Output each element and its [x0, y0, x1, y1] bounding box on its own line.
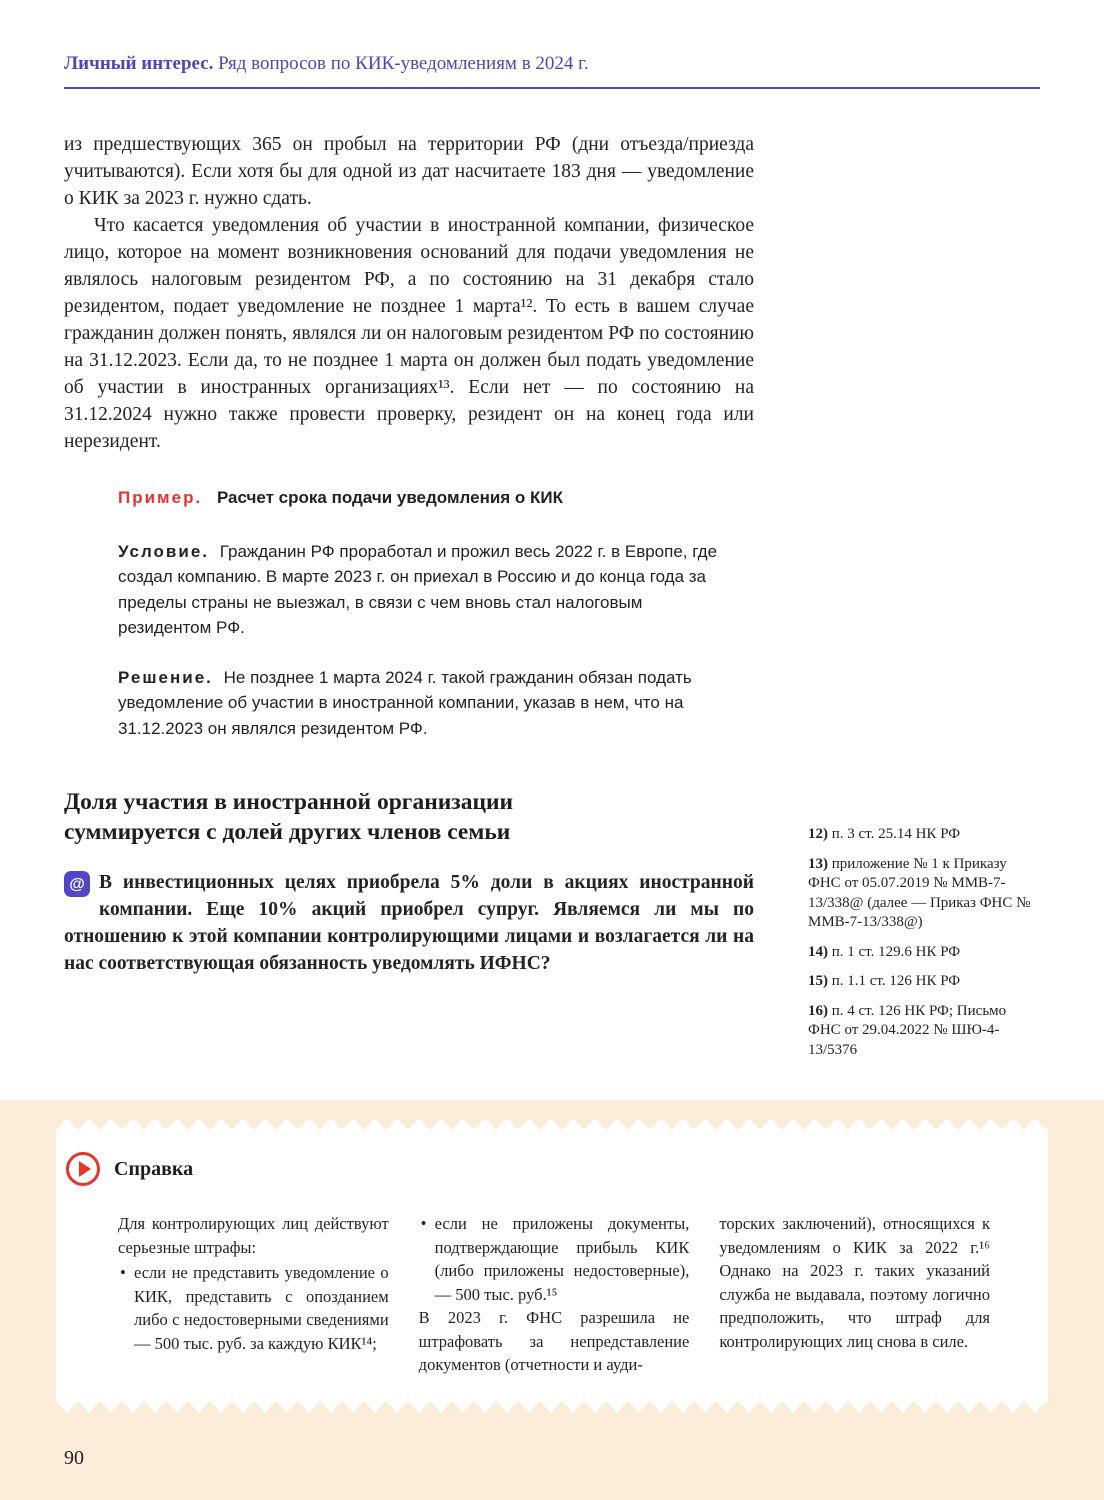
footnote-number: 16)	[808, 1002, 828, 1019]
example-title: Расчет срока подачи уведомления о КИК	[216, 488, 564, 507]
footnote-text: п. 1.1 ст. 126 НК РФ	[831, 973, 961, 989]
example-label: Пример.	[118, 488, 203, 507]
footnote-text: п. 4 ст. 126 НК РФ; Письмо ФНС от 29.04.2022 № ШЮ-4-13/5376	[808, 1002, 1007, 1058]
reference-card	[56, 1118, 1048, 1413]
zigzag-edge-bottom	[56, 1401, 1048, 1413]
reference-band	[0, 1100, 1104, 1500]
question-text: В инвестиционных целях приобрела 5% доли в акциях иностранной компании. Еще 10% акций приобрел супруг. Являемся ли мы по отношению к этой компании контролирующими лицами и возлагается ли на нас соответствующая обязанность уведомлять ИФНС?	[64, 872, 754, 974]
section-heading: Доля участия в иностранной организации суммируется с долей других членов семьи	[64, 789, 514, 845]
reference-columns	[118, 1212, 990, 1377]
footnote-text: приложение № 1 к Приказу ФНС от 05.07.2019 № ММВ-7-13/338@ (далее — Приказ ФНС № ММВ-7-13/338@)	[808, 855, 1031, 930]
example-block	[118, 485, 740, 741]
footnote	[808, 972, 1040, 992]
reference-card-body	[56, 1130, 1048, 1401]
play-triangle	[79, 1161, 91, 1177]
reference-bullet-item: • если не приложены документы, подтверждающие прибыль КИК (либо приложены недостоверные), — 500 тыс. руб.¹⁵	[419, 1212, 690, 1306]
reference-title-row	[66, 1152, 990, 1186]
footnote-text: п. 1 ст. 129.6 НК РФ	[831, 943, 961, 960]
example-condition	[118, 539, 740, 641]
article-paragraph-2: Что касается уведомления об участии в иностранной компании, физическое лицо, которое на момент возникновения оснований для подачи уведомления не являлось налоговым резидентом РФ, а по состоянию на 31 декабря стало резидентом, подает уведомление не позднее 1 марта¹². То есть в вашем случае гражданин должен понять, являлся ли он налоговым резидентом РФ по состоянию на 31.12.2023. Если да, то не позднее 1 марта он должен был подать уведомление об участии в иностранных организациях¹³. Если нет — по состоянию на 31.12.2024 нужно также провести проверку, резидент он на конец года или нерезидент.	[64, 215, 754, 452]
footnote	[808, 825, 1040, 845]
example-solution-text: Не позднее 1 марта 2024 г. такой гражданин обязан подать уведомление об участии в иностранной компании, указав в нем, что на 31.12.2023 он являлся резидентом РФ.	[118, 667, 692, 738]
reference-column-2	[419, 1212, 690, 1377]
article-paragraph-1: из предшествующих 365 он пробыл на территории РФ (дни отъезда/приезда учитываются). Если хотя бы для одной из дат насчитаете 183 дня — уведомление о КИК за 2023 г. нужно сдать.	[64, 134, 754, 209]
example-condition-text: Гражданин РФ проработал и прожил весь 2022 г. в Европе, где создал компанию. В марте 2023 г. он приехал в Россию и до конца года за пределы страны не выезжал, в связи с чем вновь стал налоговым резидентом РФ.	[118, 541, 718, 637]
reference-column-3	[719, 1212, 990, 1377]
header-title: Ряд вопросов по КИК-уведомлениям в 2024 г.	[218, 53, 589, 74]
reference-intro: Для контролирующих лиц действуют серьезные штрафы:	[118, 1214, 389, 1257]
footnote	[808, 855, 1040, 933]
footnote-number: 14)	[808, 943, 828, 960]
example-solution	[118, 665, 740, 742]
example-solution-label: Решение.	[118, 667, 213, 687]
page-number: 90	[64, 1447, 84, 1469]
header-rubric: Личный интерес.	[64, 53, 214, 74]
reader-question	[64, 869, 754, 977]
footnote-number: 15)	[808, 973, 828, 989]
footnote-number: 13)	[808, 855, 828, 872]
article-column	[64, 131, 754, 1070]
content-area	[0, 89, 1104, 1070]
header-rule	[64, 52, 1040, 89]
page-header	[0, 0, 1104, 89]
reference-paragraph: В 2023 г. ФНС разрешила не штрафовать за непредставление документов (отчетности и ауди-	[418, 1308, 690, 1374]
footnote-number: 12)	[808, 826, 828, 842]
reference-column-1	[118, 1212, 389, 1377]
footnote	[808, 943, 1040, 963]
reference-bullet-item: • если не представить уведомление о КИК, представить с опозданием либо с недостоверными сведениями — 500 тыс. руб. за каждую КИК¹⁴;	[118, 1261, 389, 1355]
at-icon: @	[64, 871, 90, 897]
zigzag-edge-top	[56, 1118, 1048, 1130]
example-header	[118, 485, 740, 511]
footnotes-column	[808, 131, 1040, 1070]
reference-paragraph: торских заключений), относящихся к уведомлениям о КИК за 2022 г.¹⁶ Однако на 2023 г. таких указаний служба не выдавала, поэтому логично предположить, что штраф для контролирующих лиц снова в силе.	[719, 1214, 991, 1351]
play-icon	[66, 1152, 100, 1186]
example-condition-label: Условие.	[118, 541, 209, 561]
reference-title: Справка	[114, 1157, 194, 1180]
footnote	[808, 1002, 1040, 1061]
footnote-text: п. 3 ст. 25.14 НК РФ	[831, 826, 961, 842]
